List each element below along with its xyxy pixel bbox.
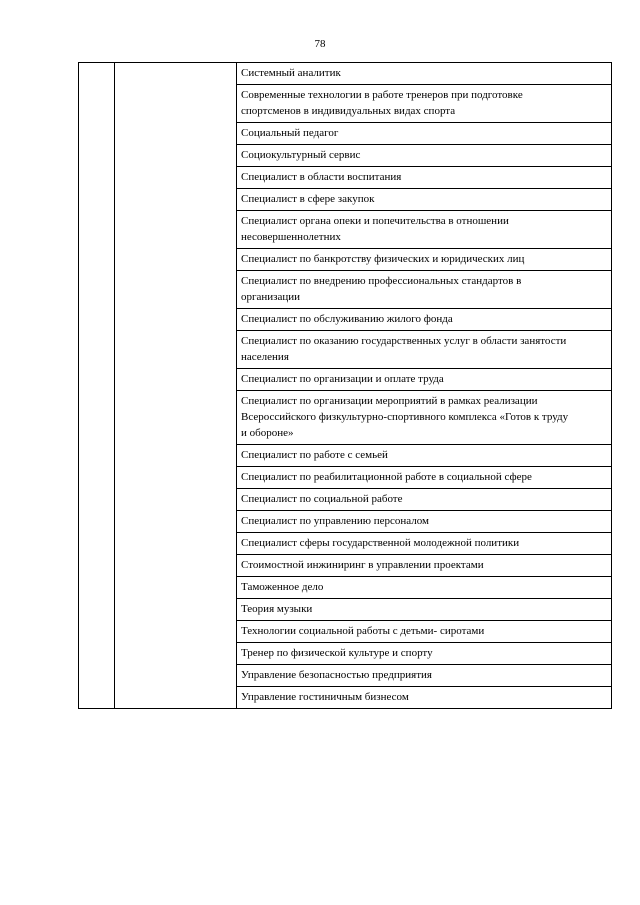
program-cell bbox=[237, 369, 612, 391]
program-name: Специалист по обслуживанию жилого фонда bbox=[241, 313, 453, 325]
program-cell bbox=[237, 271, 612, 309]
program-name: Специалист по реабилитационной работе в социальной сфере bbox=[241, 471, 532, 483]
program-cell bbox=[237, 309, 612, 331]
program-cell bbox=[237, 665, 612, 687]
program-cell bbox=[237, 599, 612, 621]
program-name: Социокультурный сервис bbox=[241, 149, 361, 161]
program-cell bbox=[237, 391, 612, 445]
program-name: Специалист в области воспитания bbox=[241, 171, 402, 183]
program-name: Специалист по внедрению профессиональных стандартов в организации bbox=[241, 275, 522, 303]
page-number: 78 bbox=[314, 38, 326, 50]
program-name: Управление гостиничным бизнесом bbox=[241, 691, 409, 703]
program-cell bbox=[237, 249, 612, 271]
program-cell bbox=[237, 123, 612, 145]
program-cell bbox=[237, 331, 612, 369]
program-cell bbox=[237, 445, 612, 467]
program-cell bbox=[237, 211, 612, 249]
index-cell bbox=[79, 63, 115, 709]
program-name: Теория музыки bbox=[241, 603, 313, 615]
program-name: Тренер по физической культуре и спорту bbox=[241, 647, 433, 659]
program-cell bbox=[237, 167, 612, 189]
program-cell bbox=[237, 145, 612, 167]
program-name: Специалист по работе с семьей bbox=[241, 449, 388, 461]
program-cell bbox=[237, 189, 612, 211]
program-cell bbox=[237, 467, 612, 489]
program-name: Технологии социальной работы с детьми- сиротами bbox=[241, 625, 485, 637]
program-cell bbox=[237, 621, 612, 643]
program-table bbox=[78, 62, 612, 709]
program-cell bbox=[237, 643, 612, 665]
program-name: Специалист органа опеки и попечительства в отношении несовершеннолетних bbox=[241, 215, 509, 243]
program-name: Современные технологии в работе тренеров при подготовке спортсменов в индивидуальных видах спорта bbox=[241, 89, 523, 117]
program-name: Специалист по банкротству физических и юридических лиц bbox=[241, 253, 525, 265]
program-name: Системный аналитик bbox=[241, 67, 341, 79]
program-name: Специалист по управлению персоналом bbox=[241, 515, 429, 527]
program-name: Специалист по организации и оплате труда bbox=[241, 373, 444, 385]
program-cell bbox=[237, 511, 612, 533]
program-cell bbox=[237, 577, 612, 599]
code-cell bbox=[115, 63, 237, 709]
program-name: Специалист по организации мероприятий в рамках реализации Всероссийского физкультурно-спортивного комплекса «Готов к труду и обороне» bbox=[241, 395, 569, 439]
program-cell bbox=[237, 555, 612, 577]
table-row bbox=[79, 63, 612, 85]
program-cell bbox=[237, 533, 612, 555]
program-name: Специалист по социальной работе bbox=[241, 493, 403, 505]
program-cell bbox=[237, 85, 612, 123]
program-table-body bbox=[79, 63, 612, 709]
program-cell bbox=[237, 63, 612, 85]
program-name: Стоимостной инжиниринг в управлении проектами bbox=[241, 559, 484, 571]
program-cell bbox=[237, 489, 612, 511]
program-name: Специалист по оказанию государственных услуг в области занятости населения bbox=[241, 335, 567, 363]
program-cell bbox=[237, 687, 612, 709]
program-name: Социальный педагог bbox=[241, 127, 339, 139]
program-name: Специалист в сфере закупок bbox=[241, 193, 375, 205]
program-name: Управление безопасностью предприятия bbox=[241, 669, 432, 681]
program-name: Специалист сферы государственной молодежной политики bbox=[241, 537, 520, 549]
program-name: Таможенное дело bbox=[241, 581, 324, 593]
